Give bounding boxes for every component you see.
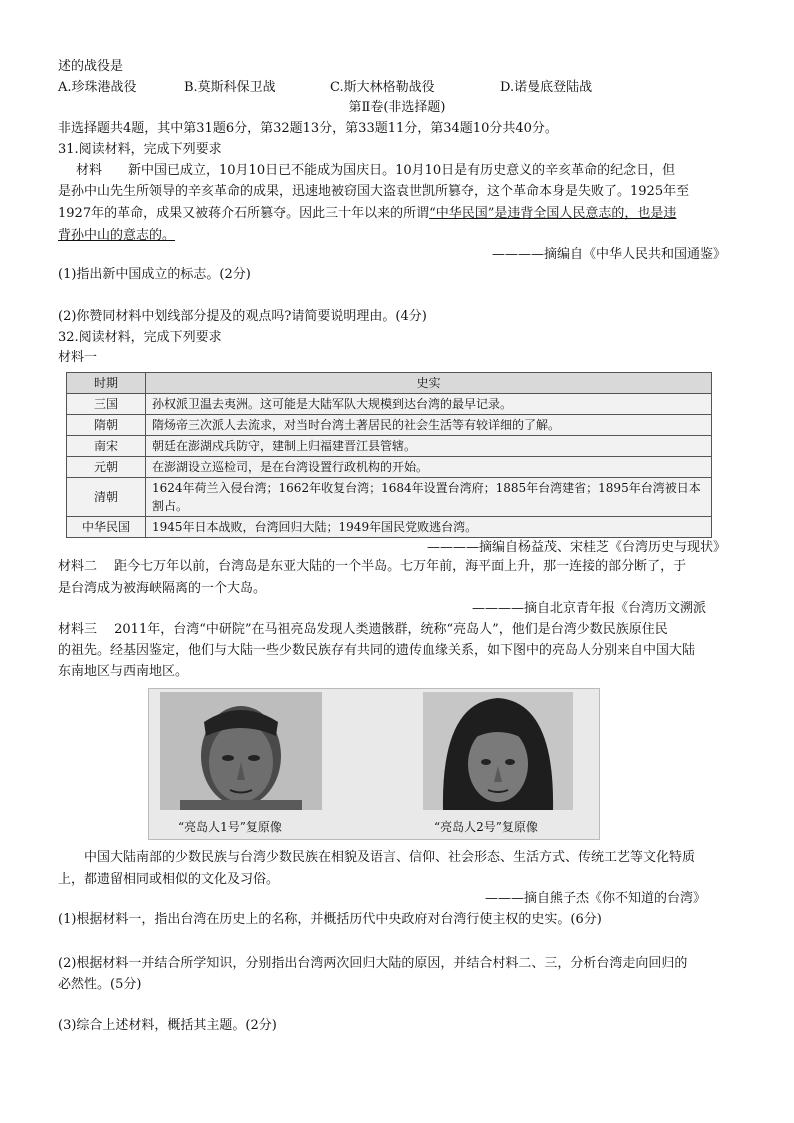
material1-label: 材料一 (58, 350, 98, 365)
option-a[interactable]: A.珍珠港战役 (58, 80, 137, 95)
q32-sub2-line-1: (2)根据材料一并结合所学知识，分别指出台湾两次回归大陆的原因，并结合村料二、三，分析台湾走向回归的 (58, 956, 688, 971)
table-row (67, 436, 712, 457)
material3-line-2: 的祖先。经基因鉴定，他们与大陆一些少数民族存有共同的遗传血缘关系，如下图中的亮岛人分别来自中国大陆 (58, 643, 696, 658)
q31-stem: 31.阅读材料，完成下列要求 (58, 142, 222, 157)
liangdao-man-1-portrait (160, 692, 322, 814)
q31-sub2: (2)你赞同材料中划线部分提及的观点吗?请简要说明理由。(4分) (58, 309, 427, 324)
history-table (66, 372, 712, 538)
table-row (67, 517, 712, 538)
table-cell-fact: 隋炀帝三次派人去流求，对当时台湾土著居民的社会生活等有较详细的了解。 (146, 415, 712, 436)
table-row (67, 457, 712, 478)
option-c[interactable]: C.斯大林格勒战役 (330, 80, 435, 95)
table-cell-period: 南宋 (67, 436, 146, 457)
table-cell-period: 三国 (67, 394, 146, 415)
q32-stem: 32.阅读材料，完成下列要求 (58, 330, 222, 345)
material3-line-1: 材料三 2011年，台湾“中研院”在马祖亮岛发现人类遗骸群，统称“亮岛人”，他们是台湾少数民族原住民 (58, 622, 668, 637)
q30-options (58, 79, 592, 97)
header-facts: 史实 (146, 373, 712, 394)
culture-line-2: 上，都遗留相同或相似的文化及习俗。 (58, 872, 280, 887)
table-row (67, 394, 712, 415)
photo-caption-2: “亮岛人2号”复原像 (434, 820, 538, 834)
photo-caption-1: “亮岛人1号”复原像 (178, 820, 282, 834)
q30-tail: 述的战役是 (58, 59, 124, 74)
table-cell-fact: 孙权派卫温去夷洲。这可能是大陆军队大规模到达台湾的最早记录。 (146, 394, 712, 415)
liangdao-man-2-portrait (423, 692, 573, 814)
q32-source3: ———摘自熊子杰《你不知道的台湾》 (484, 891, 706, 906)
table-cell-period: 元朝 (67, 457, 146, 478)
q31-material-line-4 (58, 227, 175, 245)
q31-material-line-2: 是孙中山先生所领导的辛亥革命的成果，迅速地被窃国大盗袁世凯所篡夺，这个革命本身是失败了。1925年至 (58, 184, 690, 199)
material2-line-1: 材料二 距今七万年以前，台湾岛是东亚大陆的一个半岛。七万年前，海平面上升，那一连接的部分断了，于 (58, 559, 687, 574)
table-cell-fact: 1624年荷兰入侵台湾；1662年收复台湾；1684年设置台湾府；1885年台湾建省；1895年台湾被日本割占。 (146, 478, 712, 517)
table-cell-period: 清朝 (67, 478, 146, 517)
table-row (67, 478, 712, 517)
q32-source2: ————摘自北京青年报《台湾历文溯派 (471, 601, 706, 616)
header-period: 时期 (67, 373, 146, 394)
q32-sub2-line-2: 必然性。(5分) (58, 977, 142, 992)
q32-source1: ————摘编自杨益茂、宋桂芝《台湾历史与现状》 (426, 540, 726, 555)
q31-source: ————摘编自《中华人民共和国通鉴》 (491, 247, 726, 262)
q31-line3-plain: 1927年的革命，成果又被蒋介石所篡夺。因此三十年以来的所谓 (58, 206, 430, 221)
culture-line-1: 中国大陆南部的少数民族与台湾少数民族在相貌及语言、信仰、社会形态、生活方式、传统工艺等文化特质 (58, 850, 696, 865)
option-b[interactable]: B.莫斯科保卫战 (184, 80, 276, 95)
material2-line-2: 是台湾成为被海峡隔离的一个大岛。 (58, 581, 267, 596)
section-note: 非选择题共4题，其中第31题6分，第32题13分，第33题11分，第34题10分共40分。 (58, 121, 558, 136)
q32-sub3: (3)综合上述材料，概括其主题。(2分) (58, 1018, 277, 1033)
q31-underlined-viewpoint: “中华民国”是违背全国人民意志的，也是违 (429, 206, 677, 221)
table-cell-period: 隋朝 (67, 415, 146, 436)
table-row (67, 415, 712, 436)
table-cell-fact: 朝廷在澎湖戍兵防守，建制上归福建晋江县管辖。 (146, 436, 712, 457)
q31-material-line-3 (58, 205, 676, 223)
q31-sub1: (1)指出新中国成立的标志。(2分) (58, 267, 251, 282)
q31-material-line-1: 材料 新中国已成立，10月10日已不能成为国庆日。10月10日是有历史意义的辛亥革命的纪念日，但 (76, 163, 676, 178)
table-header-row (67, 373, 712, 394)
table-cell-fact: 在澎湖设立巡检司，是在台湾设置行政机构的开始。 (146, 457, 712, 478)
q31-underlined-viewpoint-end: 背孙中山的意志的。 (58, 228, 176, 243)
section-title: 第Ⅱ卷(非选择题) (348, 100, 446, 115)
q32-sub1: (1)根据材料一，指出台湾在历史上的名称，并概括历代中央政府对台湾行使主权的史实。(6分) (58, 912, 602, 927)
table-cell-fact: 1945年日本战败，台湾回归大陆；1949年国民党败逃台湾。 (146, 517, 712, 538)
option-d[interactable]: D.诺曼底登陆战 (500, 80, 593, 95)
material3-line-3: 东南地区与西南地区。 (58, 664, 189, 679)
table-cell-period: 中华民国 (67, 517, 146, 538)
